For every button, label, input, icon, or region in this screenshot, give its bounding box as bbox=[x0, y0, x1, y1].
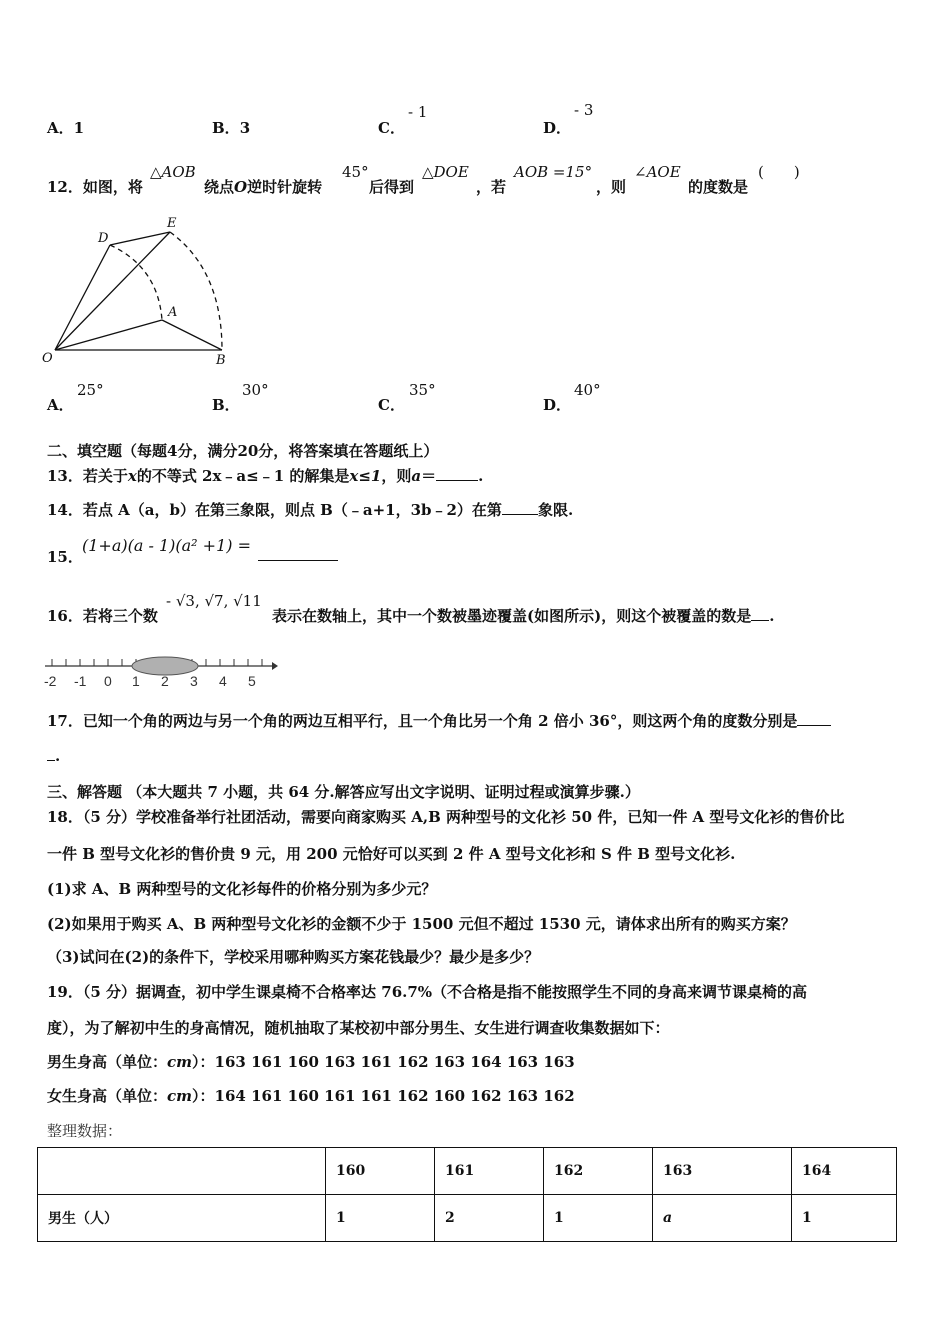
q18-line-2: 一件 B 型号文化衫的售价贵 9 元，用 200 元恰好可以买到 2 件 A 型号文化衫和 S 件 B 型号文化衫. bbox=[47, 845, 736, 863]
q12-math-aoe: ∠AOE bbox=[634, 163, 681, 181]
q12-option-d-value: 40° bbox=[574, 381, 601, 399]
q13: 13．若关于x的不等式 2x﹣a≤﹣1 的解集是x≤1，则a＝ . bbox=[47, 467, 484, 485]
q18-part-1: (1)求 A、B 两种型号的文化衫每件的价格分别为多少元？ bbox=[47, 880, 437, 898]
q19-organize-label: 整理数据： bbox=[47, 1122, 123, 1140]
number-line bbox=[40, 650, 280, 692]
q16-numbers: - √3, √7, √11 bbox=[166, 592, 262, 610]
q12-option-c-value: 35° bbox=[409, 381, 436, 399]
q12-option-c: C． bbox=[378, 396, 405, 414]
q11-option-b: B．3 bbox=[212, 119, 251, 137]
q15-answer-blank bbox=[258, 546, 338, 561]
section-3-heading: 三、解答题 （本大题共 7 小题，共 64 分.解答应写出文字说明、证明过程或演算步骤.） bbox=[47, 783, 640, 801]
table-cell: 161 bbox=[435, 1148, 544, 1195]
label-d: D bbox=[98, 231, 109, 246]
line-od bbox=[55, 245, 110, 350]
q11-option-c-value: - 1 bbox=[408, 103, 428, 121]
q11-option-d: D． bbox=[543, 119, 572, 137]
section-2-heading: 二、填空题（每题4分，满分20分，将答案填在答题纸上） bbox=[47, 442, 439, 460]
q12-option-a-value: 25° bbox=[77, 381, 104, 399]
table-cell: 1 bbox=[792, 1195, 897, 1242]
table-cell: 162 bbox=[544, 1148, 653, 1195]
q12-text-5: ，则 bbox=[596, 178, 627, 196]
table-cell: 163 bbox=[653, 1148, 792, 1195]
line-de bbox=[110, 232, 170, 245]
tick-label: 1 bbox=[132, 673, 140, 689]
label-b: B bbox=[216, 353, 226, 368]
table-cell bbox=[38, 1148, 326, 1195]
q14: 14．若点 A（a，b）在第三象限，则点 B（﹣a+1，3b﹣2）在第 象限. bbox=[47, 501, 574, 519]
tick-label: 4 bbox=[219, 673, 227, 689]
q11-option-a: A．1 bbox=[47, 119, 85, 137]
q17: 17．已知一个角的两边与另一个角的两边互相平行，且一个角比另一个角 2 倍小 36°，则这两个角的度数分别是 bbox=[47, 710, 831, 731]
tick-label: 3 bbox=[190, 673, 198, 689]
table-cell: 男生（人） bbox=[38, 1195, 326, 1242]
q12-option-b-value: 30° bbox=[242, 381, 269, 399]
q16-post: 表示在数轴上，其中一个数被墨迹覆盖(如图所示)，则这个被覆盖的数是 . bbox=[272, 607, 775, 625]
axis-arrow bbox=[272, 662, 278, 670]
arc-da bbox=[110, 245, 162, 320]
q12-figure bbox=[40, 212, 240, 372]
table-row bbox=[38, 1195, 897, 1242]
table-cell: 1 bbox=[326, 1195, 435, 1242]
table-header-row bbox=[38, 1148, 897, 1195]
q14-answer-blank bbox=[502, 500, 538, 515]
table-cell: 160 bbox=[326, 1148, 435, 1195]
table-cell: 1 bbox=[544, 1195, 653, 1242]
label-a: A bbox=[168, 305, 178, 320]
height-table bbox=[37, 1147, 897, 1242]
q19-line-2: 度），为了解初中生的身高情况，随机抽取了某校初中部分男生、女生进行调查收集数据如下： bbox=[47, 1019, 670, 1037]
q18-part-3: （3)试问在(2)的条件下，学校采用哪种购买方案花钱最少？最少是多少？ bbox=[47, 948, 540, 966]
q12-stem-start: 12．如图，将 bbox=[47, 178, 143, 196]
q18-part-2: (2)如果用于购买 A、B 两种型号文化衫的金额不少于 1500 元但不超过 1530 元，请体求出所有的购买方案？ bbox=[47, 915, 796, 933]
q19-girls-heights: 女生身高（单位：cm）：164 161 160 161 161 162 160 162 163 162 bbox=[47, 1087, 575, 1105]
q12-math-doe: △DOE bbox=[422, 163, 469, 181]
q12-math-aob: △AOB bbox=[150, 163, 196, 181]
line-oa bbox=[55, 320, 162, 350]
table-cell: 164 bbox=[792, 1148, 897, 1195]
q12-text-2: 绕点O逆时针旋转 bbox=[204, 178, 323, 196]
q16-pre: 16．若将三个数 bbox=[47, 607, 158, 625]
tick-label: 5 bbox=[248, 673, 256, 689]
q17-answer-blank-2 bbox=[47, 746, 55, 761]
q17-answer-blank bbox=[797, 711, 831, 726]
table-cell: a bbox=[653, 1195, 792, 1242]
label-e: E bbox=[167, 216, 177, 231]
line-ab bbox=[162, 320, 222, 350]
tick-label: -2 bbox=[44, 673, 57, 689]
q12-text-4: ，若 bbox=[476, 178, 507, 196]
q18-line-1: 18．（5 分）学校准备举行社团活动，需要向商家购买 A,B 两种型号的文化衫 50 件，已知一件 A 型号文化衫的售价比 bbox=[47, 808, 845, 826]
q11-option-c: C． bbox=[378, 119, 405, 137]
q19-line-1: 19．（5 分）据调查，初中学生课桌椅不合格率达 76.7%（不合格是指不能按照学生不同的身高来调节课桌椅的高 bbox=[47, 983, 808, 1001]
q11-option-d-value: - 3 bbox=[574, 101, 594, 119]
tick-label: -1 bbox=[74, 673, 87, 689]
q12-option-b: B． bbox=[212, 396, 240, 414]
label-o: O bbox=[42, 351, 53, 366]
q15-number: 15． bbox=[47, 548, 83, 566]
q13-answer-blank bbox=[436, 466, 478, 481]
q17-tail: . bbox=[47, 746, 60, 765]
tick-label: 2 bbox=[161, 673, 169, 689]
q12-text-3: 后得到 bbox=[369, 178, 415, 196]
q12-answer-paren: ( ) bbox=[758, 163, 800, 181]
q12-angle-45: 45° bbox=[342, 163, 369, 181]
q12-option-a: A． bbox=[47, 396, 74, 414]
tick-label: 0 bbox=[104, 673, 112, 689]
q12-math-aob15: AOB =15° bbox=[514, 163, 593, 181]
q19-boys-heights: 男生身高（单位：cm）：163 161 160 163 161 162 163 164 163 163 bbox=[47, 1053, 575, 1071]
table-cell: 2 bbox=[435, 1195, 544, 1242]
q12-option-d: D． bbox=[543, 396, 572, 414]
q16-answer-blank bbox=[751, 606, 769, 621]
q12-text-6: 的度数是 bbox=[688, 178, 749, 196]
line-oe bbox=[55, 232, 170, 350]
arc-eb bbox=[170, 232, 222, 350]
q15-expression: (1+a)(a - 1)(a² +1) = bbox=[82, 536, 251, 555]
